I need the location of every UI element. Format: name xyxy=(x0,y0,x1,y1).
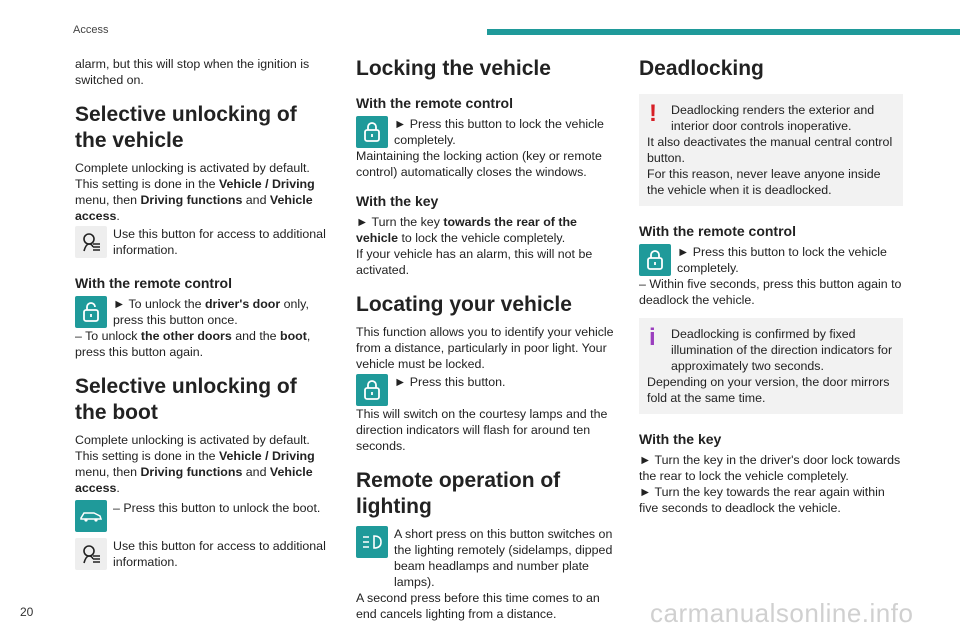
warning-text-3: For this reason, never leave anyone inside the vehicle when it is deadlocked. xyxy=(647,167,881,197)
info-text-1: Deadlocking is confirmed by fixed illumination of the direction indicators for approximately two seconds. xyxy=(671,327,893,373)
heading-deadlock-remote: With the remote control xyxy=(639,223,796,239)
info-icon: i xyxy=(649,324,656,351)
intro-text: alarm, but this will stop when the ignition is switched on. xyxy=(75,57,310,87)
lighting-text-1: A short press on this button switches on the lighting remotely (sidelamps, dipped beam headlamps and number plate lamps). xyxy=(394,527,613,589)
boot-default-text: Complete unlocking is activated by default. xyxy=(75,433,310,447)
unlock-driver-door-text: ► To unlock the driver's door only, press this button once. xyxy=(113,297,309,327)
locate-intro-text: This function allows you to identify your vehicle from a distance, particularly in poor light. Your vehicle must be locked. xyxy=(356,325,614,371)
alarm-note-text: If your vehicle has an alarm, this will not be activated. xyxy=(356,247,593,277)
unlock-button-icon xyxy=(75,296,107,328)
deadlock-remote-row xyxy=(639,244,903,276)
header-accent-bar xyxy=(487,29,960,35)
heading-deadlocking: Deadlocking xyxy=(639,57,764,80)
lock-button-icon xyxy=(639,244,671,276)
deadlock-key-text-1: ► Turn the key in the driver's door lock towards the rear to lock the vehicle completely. xyxy=(639,453,901,483)
deadlock-again-text: – Within five seconds, press this button again to deadlock the vehicle. xyxy=(639,277,902,307)
headlamp-icon xyxy=(356,526,388,558)
lock-remote-text: ► Press this button to lock the vehicle completely. xyxy=(394,117,604,147)
running-header: Access xyxy=(73,24,109,36)
unlock-other-doors-text: – To unlock the other doors and the boot, press this button again. xyxy=(75,329,311,359)
unlock-remote-row xyxy=(75,296,327,328)
heading-remote-lighting: Remote operation of lighting xyxy=(356,469,561,518)
help-icon xyxy=(75,226,107,258)
warning-text-2: It also deactivates the manual central control button. xyxy=(647,135,893,165)
column-2 xyxy=(356,56,622,622)
watermark: carmanualsonline.info xyxy=(650,598,914,628)
windows-close-text: Maintaining the locking action (key or remote control) automatically closes the windows. xyxy=(356,149,602,179)
default-unlock-text: Complete unlocking is activated by default. xyxy=(75,161,310,175)
heading-lock-key: With the key xyxy=(356,193,439,209)
lighting-row xyxy=(356,526,622,590)
heading-selective-unlocking-vehicle: Selective unlocking of the vehicle xyxy=(75,103,297,152)
lock-remote-row xyxy=(356,116,622,148)
info-text-2: Depending on your version, the door mirrors fold at the same time. xyxy=(647,375,890,405)
column-1 xyxy=(75,56,327,570)
heading-deadlock-key: With the key xyxy=(639,431,722,447)
lock-key-text: ► Turn the key towards the rear of the vehicle to lock the vehicle completely. xyxy=(356,215,577,245)
lock-button-icon xyxy=(356,374,388,406)
heading-locking-vehicle: Locking the vehicle xyxy=(356,57,551,80)
warning-box xyxy=(639,94,903,206)
deadlock-remote-text: ► Press this button to lock the vehicle completely. xyxy=(677,245,887,275)
locate-button-row xyxy=(356,374,622,406)
lighting-text-2: A second press before this time comes to an end cancels lighting from a distance. xyxy=(356,591,600,621)
help-info-row xyxy=(75,226,327,258)
boot-unlock-row xyxy=(75,500,327,532)
locate-button-text: ► Press this button. xyxy=(394,375,506,389)
boot-unlock-icon xyxy=(75,500,107,532)
boot-setting-text: This setting is done in the Vehicle / Driving menu, then Driving functions and Vehicle access. xyxy=(75,449,315,495)
setting-text: This setting is done in the Vehicle / Driving menu, then Driving functions and Vehicle access. xyxy=(75,177,315,223)
locate-result-text: This will switch on the courtesy lamps and the direction indicators will flash for around ten seconds. xyxy=(356,407,608,453)
heading-remote-control: With the remote control xyxy=(75,275,232,291)
boot-help-row xyxy=(75,538,327,570)
deadlock-key-text-2: ► Turn the key towards the rear again within five seconds to deadlock the vehicle. xyxy=(639,485,885,515)
warning-icon: ! xyxy=(649,100,657,127)
column-3 xyxy=(639,56,903,516)
help-info-text: Use this button for access to additional information. xyxy=(113,227,326,257)
heading-selective-unlocking-boot: Selective unlocking of the boot xyxy=(75,375,297,424)
lock-button-icon xyxy=(356,116,388,148)
page-number: 20 xyxy=(20,605,34,619)
heading-locating-vehicle: Locating your vehicle xyxy=(356,293,572,316)
warning-text-1: Deadlocking renders the exterior and interior door controls inoperative. xyxy=(671,103,875,133)
info-box xyxy=(639,318,903,414)
help-icon xyxy=(75,538,107,570)
boot-help-text: Use this button for access to additional information. xyxy=(113,539,326,569)
heading-lock-remote: With the remote control xyxy=(356,95,513,111)
boot-unlock-text: – Press this button to unlock the boot. xyxy=(113,501,321,515)
